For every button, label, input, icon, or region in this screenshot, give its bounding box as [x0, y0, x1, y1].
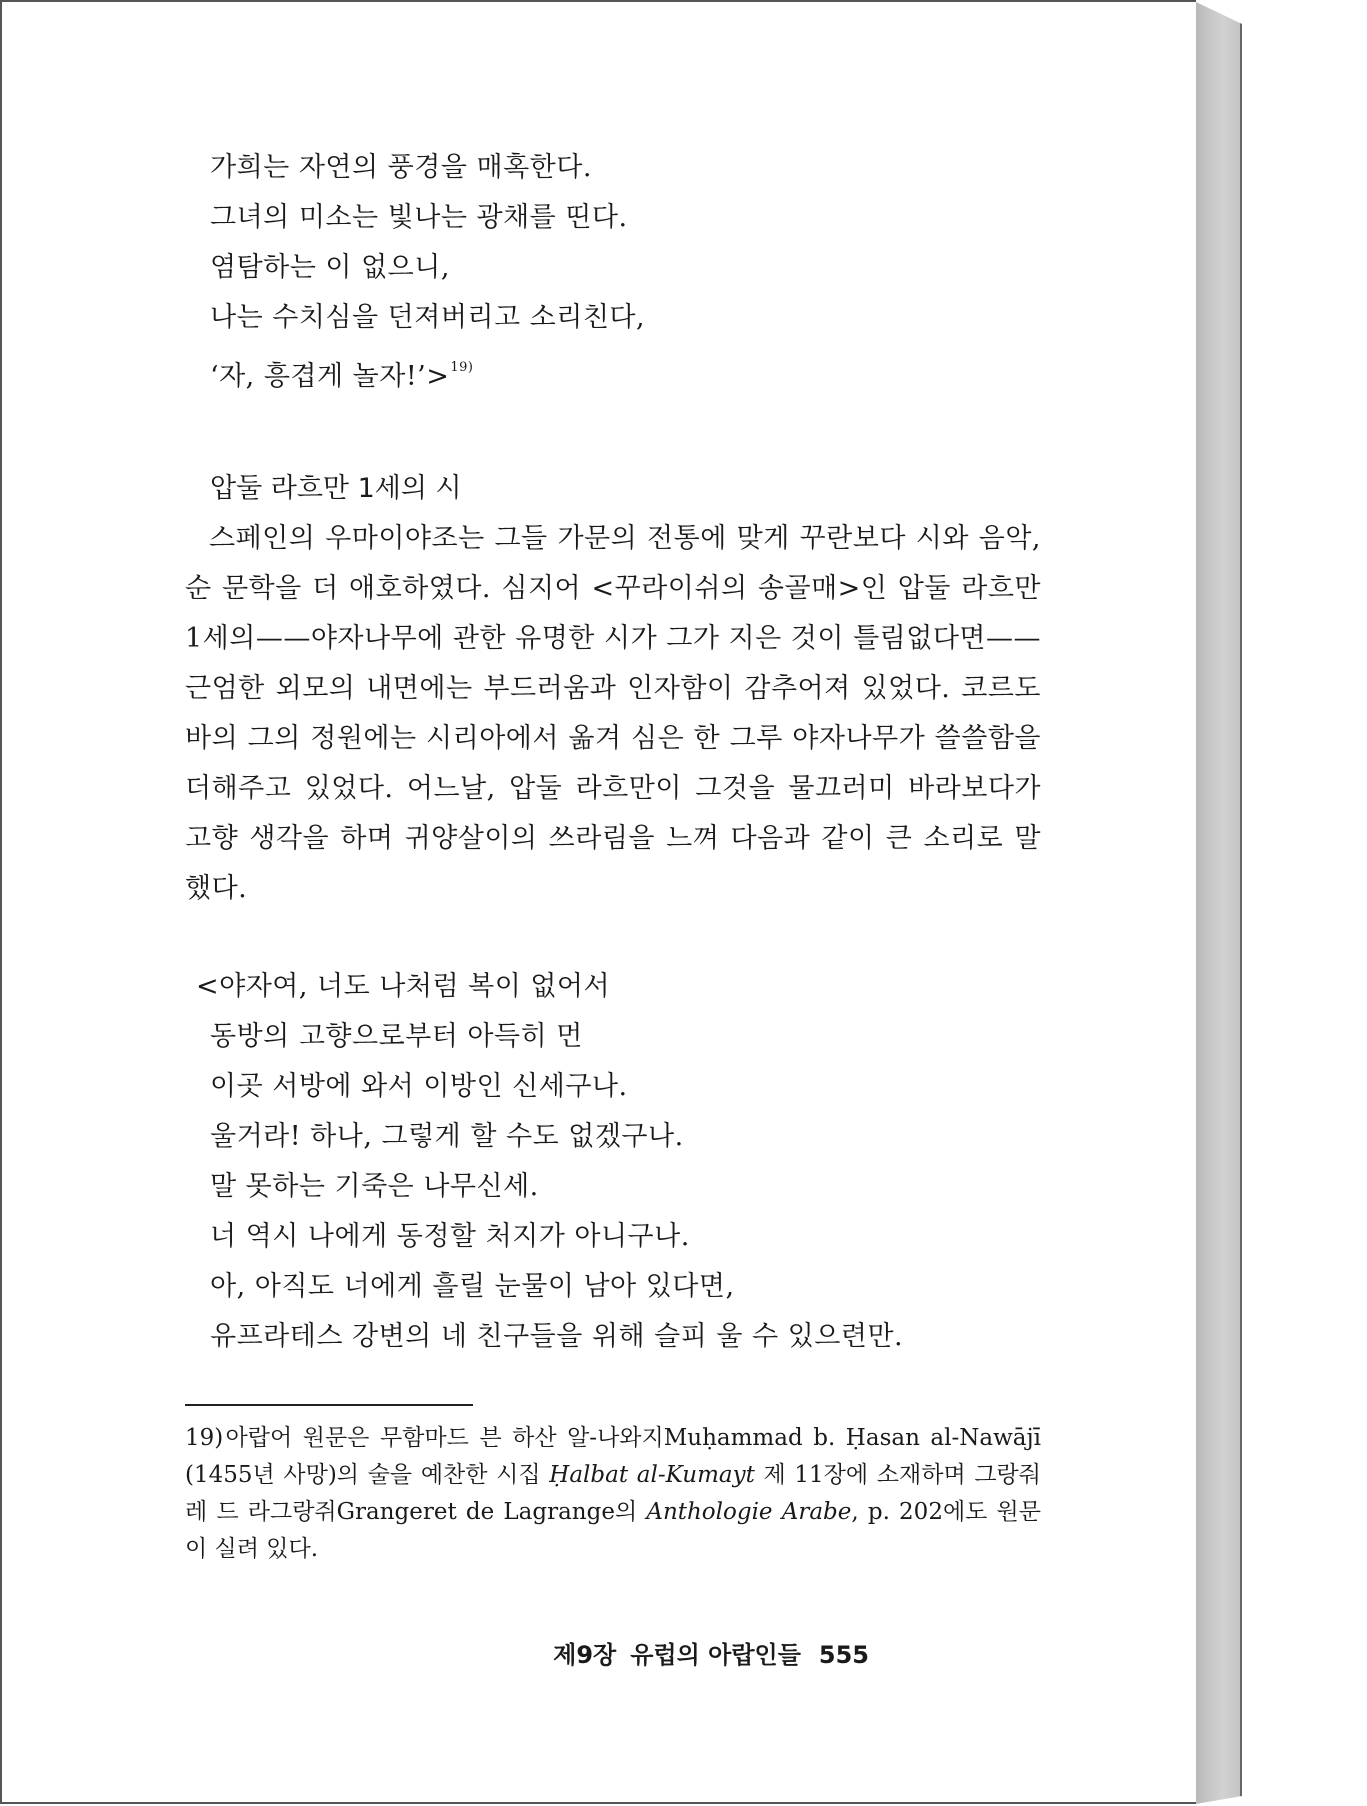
poem2-line-8: 유프라테스 강변의 네 친구들을 위해 슬피 울 수 있으련만.	[210, 1321, 904, 1352]
footnote-text-3: , p. 202에도 원문이 실려 있다.	[185, 1499, 1041, 1562]
body-paragraph-text: 스페인의 우마이야조는 그들 가문의 전통에 맞게 꾸란보다 시와 음악, 순 문학을 더 애호하였다. 심지어 <꾸라이쉬의 송골매>인 압둘 라흐만 1세의——야자나무에 관한 유명한 시가 그가 지은 것이 틀림없다면——근엄한 외모의 내면에는 부드러움과 인자함이 감추어져 있었다. 코르도바의 그의 정원에는 시리아에서 옮겨 심은 한 그루 야자나무가 쓸쓸함을 더해주고 있었다. 어느날, 압둘 라흐만이 그것을 물끄러미 바라보다가 고향 생각을 하며 귀양살이의 쓰라림을 느껴 다음과 같이 큰 소리로 말했다.	[185, 523, 1041, 904]
footnote-text-1: 아랍어 원문은 무함마드 븐 하산 알-나와지Muḥammad b. Ḥasan al-Nawājī (1455년 사망)의 술을 예찬한 시집	[185, 1425, 1041, 1488]
footnote-number: 19)	[185, 1425, 224, 1451]
poem1-line-5	[210, 343, 645, 393]
page-stack-edge	[1196, 2, 1242, 1804]
page-number: 555	[818, 1641, 869, 1669]
poem2-line-7: 아, 아직도 너에게 흘릴 눈물이 남아 있다면,	[210, 1271, 735, 1302]
footnote-ref-19: 19)	[450, 360, 474, 375]
poem-excerpt-2	[196, 962, 903, 1362]
footnote-title-1: Ḥalbat al-Kumayt	[549, 1462, 755, 1488]
running-footer	[539, 1635, 869, 1670]
poem1-line-3: 염탐하는 이 없으니,	[210, 252, 450, 283]
poem2-line-6: 너 역시 나에게 동정할 처지가 아니구나.	[210, 1221, 690, 1252]
chapter-title: 유럽의 아랍인들	[630, 1641, 801, 1669]
poem1-line-2: 그녀의 미소는 빛나는 광채를 띤다.	[210, 202, 628, 233]
chapter-label: 제9장	[553, 1641, 617, 1669]
footnote-title-2: Anthologie Arabe	[646, 1499, 852, 1525]
poem1-line-5-text: ‘자, 흥겹게 놀자!’>	[210, 361, 450, 392]
body-paragraph	[185, 514, 1041, 914]
footnote-19	[185, 1420, 1041, 1568]
poem2-line-2: 동방의 고향으로부터 아득히 먼	[210, 1021, 583, 1052]
poem2-line-5: 말 못하는 기죽은 나무신세.	[210, 1171, 539, 1202]
poem2-line-1: <야자여, 너도 나처럼 복이 없어서	[196, 971, 611, 1002]
poem1-line-4: 나는 수치심을 던져버리고 소리친다,	[210, 302, 646, 333]
footnote-divider	[185, 1404, 473, 1406]
poem1-line-1: 가희는 자연의 풍경을 매혹한다.	[210, 152, 592, 183]
poem2-line-3: 이곳 서방에 와서 이방인 신세구나.	[210, 1071, 628, 1102]
footnote-text-2: 제 11장에 소재하며 그랑줘레 드 라그랑쥐Grangeret de Lagrange의	[185, 1462, 1041, 1525]
poem2-line-4: 울거라! 하나, 그렇게 할 수도 없겠구나.	[210, 1121, 684, 1152]
poem-excerpt-1	[210, 143, 645, 393]
section-heading: 압둘 라흐만 1세의 시	[210, 473, 462, 504]
